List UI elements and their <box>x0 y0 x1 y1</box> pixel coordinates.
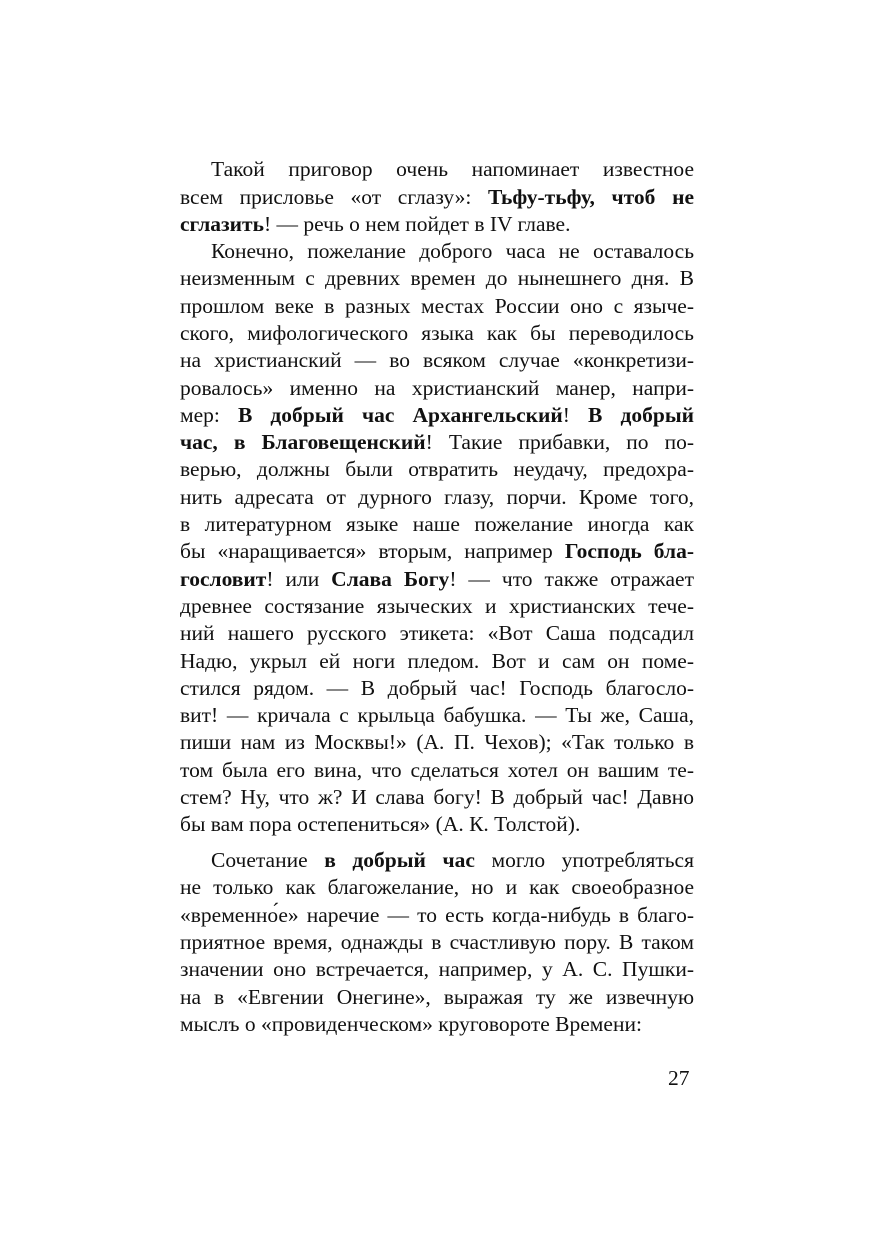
text-segment: древнее состязание языческих и христианских тече- <box>180 593 694 618</box>
text-segment: ний нашего русского этикета: «Вот Саша подсадил <box>180 621 694 646</box>
bold-phrase: В добрый <box>588 402 694 427</box>
text-segment: ! <box>562 402 589 427</box>
text-segment: Такой приговор очень напоминает известное <box>211 157 694 181</box>
text-segment: не только как благожелание, но и как своеобразное <box>180 875 694 900</box>
text-line <box>180 210 694 238</box>
text-line <box>180 955 694 983</box>
bold-phrase: Слава Богу <box>331 566 450 591</box>
text-line <box>180 728 694 756</box>
text-line <box>180 674 694 702</box>
text-segment: вит! — кричала с крыльца бабушка. — Ты же, Саша, <box>180 703 694 728</box>
text-segment: неизменным с древних времен до нынешнего дня. В <box>180 266 694 291</box>
text-line <box>180 183 694 211</box>
text-segment: ! Такие прибавки, по по- <box>425 430 694 455</box>
text-line <box>180 264 694 292</box>
text-segment: на христианский — во всяком случае «конкретизи- <box>180 348 694 373</box>
text-segment: в литературном языке наше пожелание иногда как <box>180 512 694 536</box>
text-line <box>180 810 694 838</box>
text-line <box>180 455 694 483</box>
text-segment: верью, должны были отвратить неудачу, предохра- <box>180 457 694 482</box>
text-segment: ского, мифологического языка как бы переводилось <box>180 320 694 345</box>
text-segment: ровалось» именно на христианский манер, напри- <box>180 375 694 400</box>
text-segment: прошлом веке в разных местах России оно с языче- <box>180 293 694 318</box>
text-segment: ! — что также отражает <box>449 566 694 591</box>
text-line <box>211 155 694 183</box>
text-line <box>180 701 694 729</box>
text-segment: Надю, укрыл ей ноги пледом. Вот и сам он поме- <box>180 648 694 673</box>
text-segment: Конечно, пожелание доброго часа не оставалось <box>211 239 694 263</box>
text-line <box>180 565 694 593</box>
text-segment: ! или <box>266 566 332 591</box>
text-segment: могло употребляться <box>474 848 694 872</box>
bold-phrase: В добрый час Архангельский <box>237 402 563 427</box>
text-segment: нить адресата от дурного глазу, порчи. Кроме того, <box>180 484 694 509</box>
bold-phrase: в добрый час <box>324 848 475 872</box>
text-line <box>180 928 694 956</box>
text-segment: бы вам пора остепениться» (А. К. Толстой). <box>180 812 581 837</box>
text-segment: Сочетание <box>211 848 325 872</box>
text-segment: ! — речь о нем пойдет в IV главе. <box>263 212 571 236</box>
text-segment: том была его вина, что сделаться хотел он вашим те- <box>180 757 694 782</box>
text-line <box>180 756 694 784</box>
text-line <box>180 292 694 320</box>
bold-phrase: гословит <box>180 566 267 591</box>
bold-phrase: Господь бла- <box>564 539 694 564</box>
text-line <box>180 346 694 374</box>
text-segment: стился рядом. — В добрый час! Господь благосло- <box>180 675 694 700</box>
text-segment: стем? Ну, что ж? И слава богу! В добрый час! Давно <box>180 785 694 809</box>
text-line <box>180 901 694 929</box>
text-segment: всем присловье «от сглазу»: <box>180 184 489 209</box>
text-segment: на в «Евгении Онегине», выражая ту же извечную <box>180 984 694 1009</box>
text-line <box>180 873 694 901</box>
text-line <box>180 319 694 347</box>
text-line <box>180 401 694 429</box>
text-line <box>180 483 694 511</box>
page-number: 27 <box>668 1066 690 1090</box>
text-segment: приятное время, однажды в счастливую пору. В таком <box>180 929 694 954</box>
text-line <box>180 619 694 647</box>
text-segment: пиши нам из Москвы!» (А. П. Чехов); «Так только в <box>180 730 694 755</box>
bold-phrase: Тьфу-тьфу, чтоб не <box>488 184 694 209</box>
text-line <box>180 592 694 620</box>
text-segment: «временно́е» наречие — то есть когда-нибудь в благо- <box>180 902 694 927</box>
bold-phrase: сглазить <box>180 212 264 236</box>
text-line <box>211 846 694 874</box>
text-segment: бы «наращивается» вторым, например <box>180 539 565 564</box>
text-segment: значении оно встречается, например, у А. С. Пушки- <box>180 957 694 982</box>
text-segment: мер: <box>180 402 238 427</box>
text-line <box>180 428 694 456</box>
text-line <box>180 374 694 402</box>
text-line <box>211 237 694 265</box>
text-line <box>180 510 694 538</box>
text-line <box>180 537 694 565</box>
text-line <box>180 1010 694 1038</box>
bold-phrase: час, в Благовещенский <box>180 430 426 455</box>
text-line <box>180 783 694 811</box>
text-line <box>180 647 694 675</box>
text-segment: мыслъ о «провиденческом» круговороте Времени: <box>180 1011 642 1036</box>
text-line <box>180 983 694 1011</box>
